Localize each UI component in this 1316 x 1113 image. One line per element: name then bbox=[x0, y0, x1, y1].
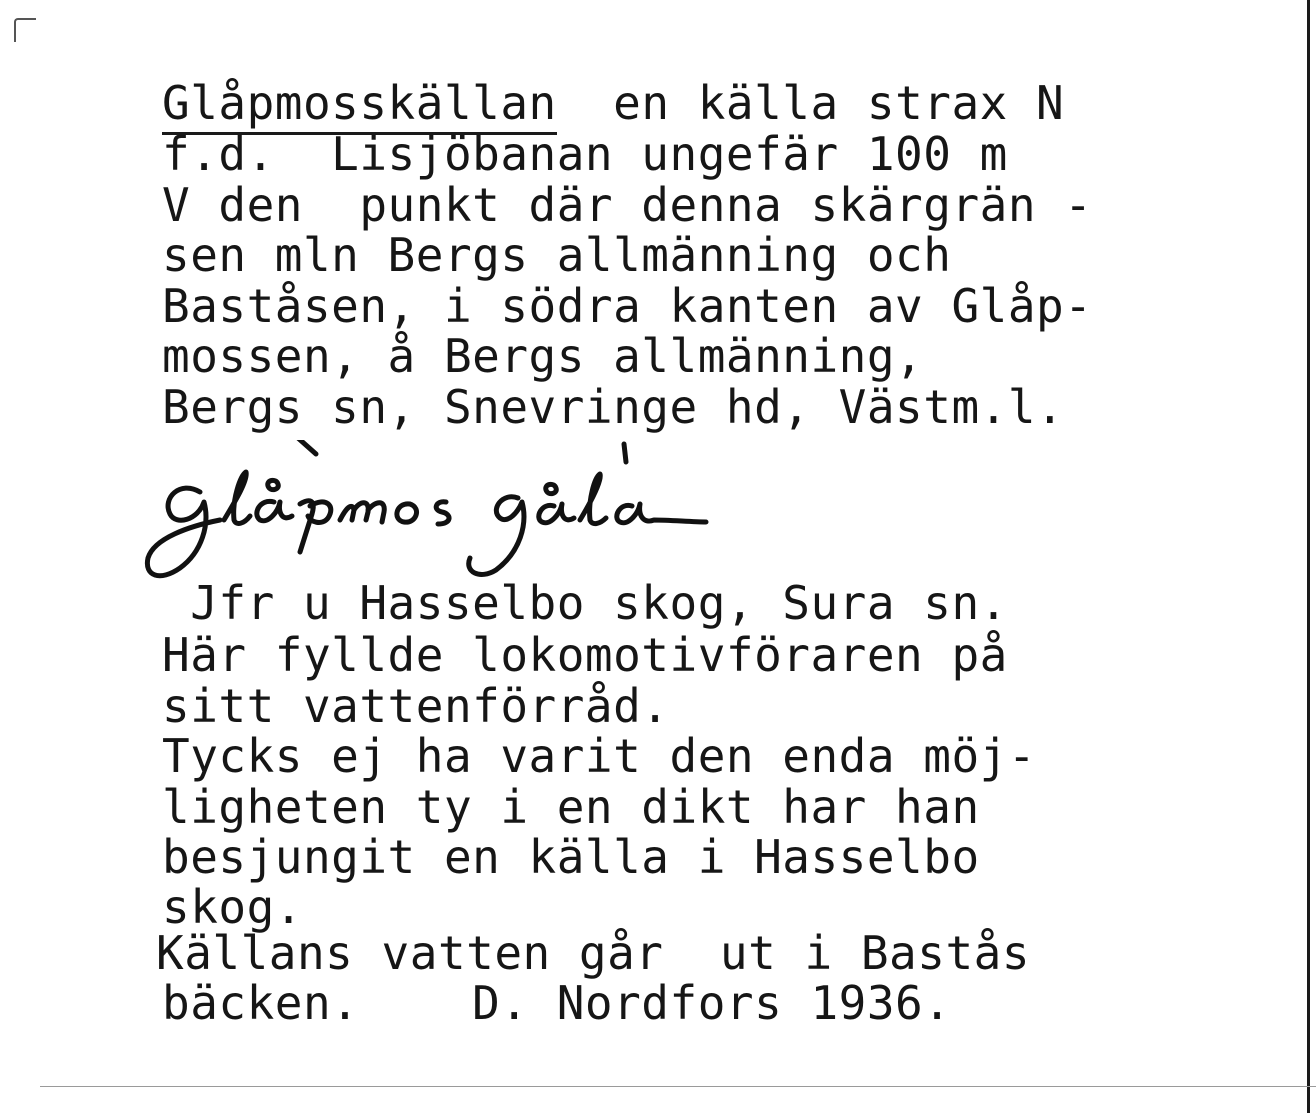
text-line: Källans vatten går ut i Bastås bbox=[156, 926, 1031, 980]
corner-mark bbox=[14, 18, 36, 42]
text-line: besjungit en källa i Hasselbo bbox=[162, 830, 980, 884]
text-line: Baståsen, i södra kanten av Glåp- bbox=[162, 279, 1093, 333]
text-line: Jfr u Hasselbo skog, Sura sn. bbox=[162, 576, 1008, 630]
text-line: Här fyllde lokomotivföraren på bbox=[162, 628, 1008, 682]
place-name: Glåpmosskällan bbox=[162, 76, 557, 135]
text-line: mossen, å Bergs allmänning, bbox=[162, 329, 924, 383]
text-line: skog. bbox=[162, 880, 303, 934]
text-line: ligheten ty i en dikt har han bbox=[162, 780, 980, 834]
text-line: Bergs sn, Snevringe hd, Västm.l. bbox=[162, 380, 1065, 434]
card-edge bbox=[1307, 0, 1310, 1113]
text-line: V den punkt där denna skärgrän - bbox=[162, 178, 1093, 232]
signature-line: bäcken. D. Nordfors 1936. bbox=[162, 976, 952, 1030]
card-bottom-edge bbox=[40, 1086, 1316, 1087]
title-line-rest: en källa strax N bbox=[556, 76, 1065, 130]
text-line: Tycks ej ha varit den enda möj- bbox=[162, 729, 1037, 783]
card-title-line bbox=[162, 76, 1065, 130]
text-line: sitt vattenförråd. bbox=[162, 679, 670, 733]
handwritten-dialect-form bbox=[140, 440, 720, 590]
text-line: sen mln Bergs allmänning och bbox=[162, 228, 952, 282]
text-line: f.d. Lisjöbanan ungefär 100 m bbox=[162, 127, 1008, 181]
